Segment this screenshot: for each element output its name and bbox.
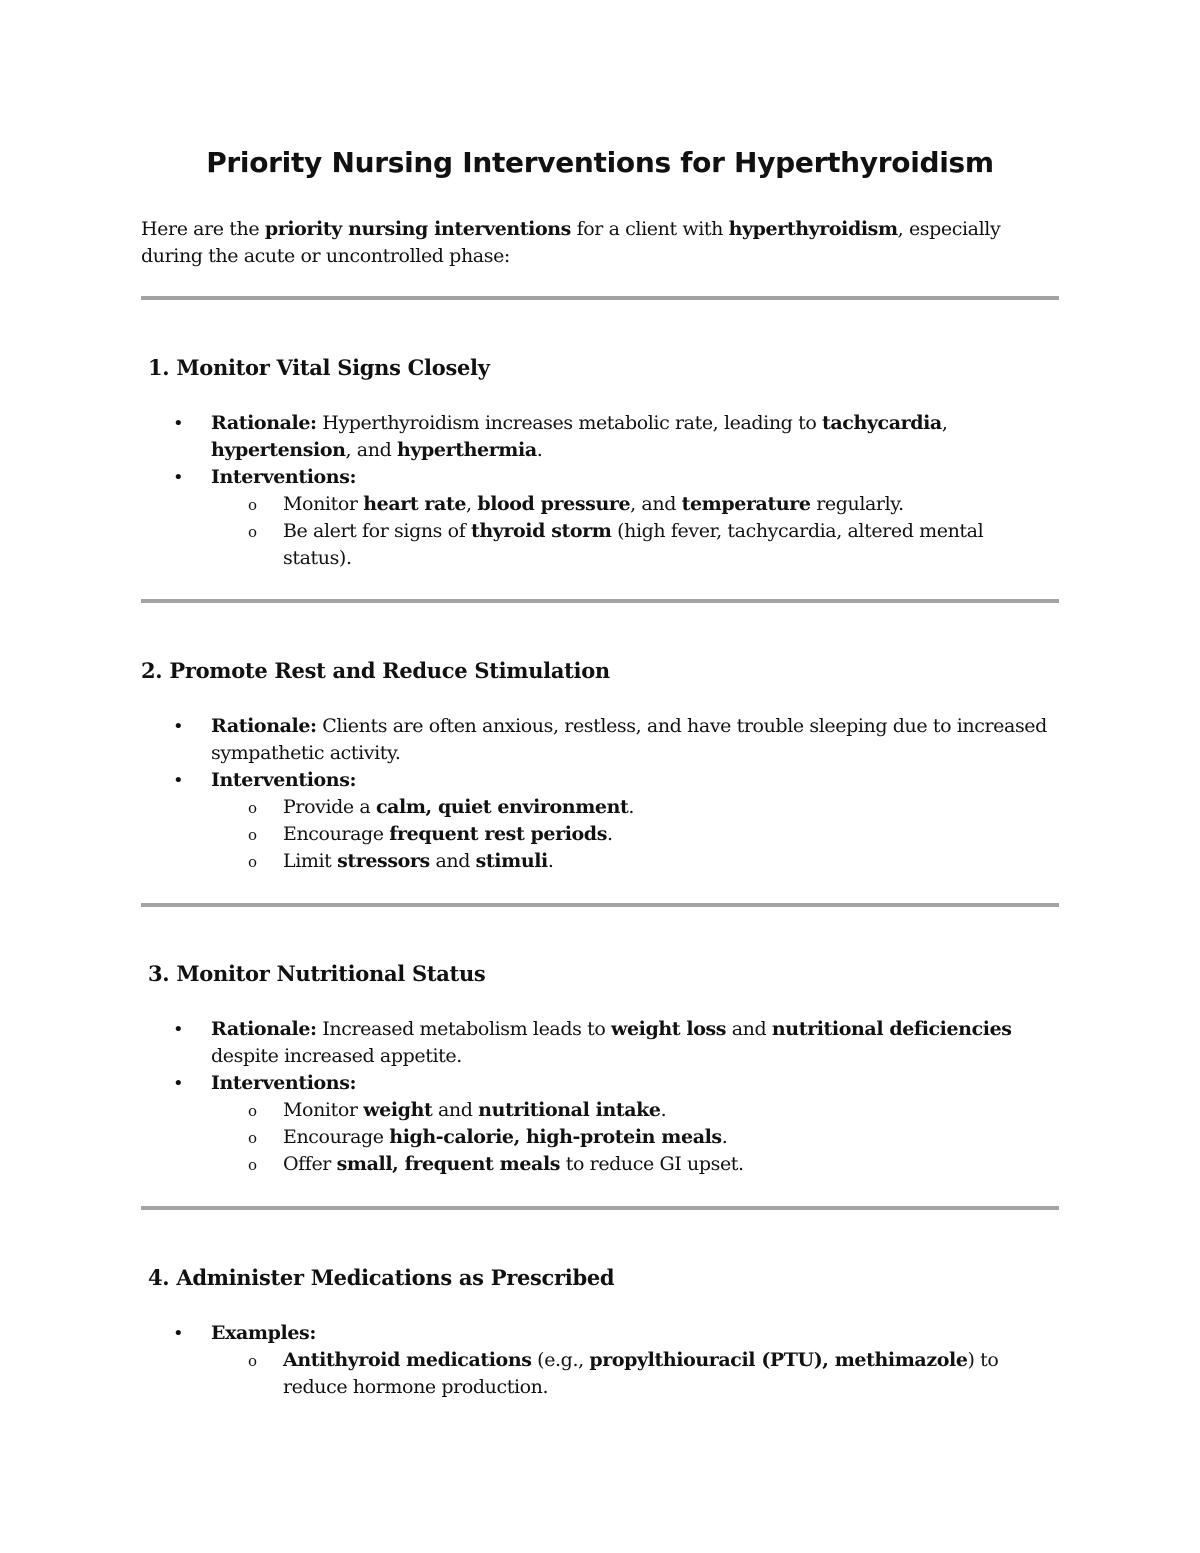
horizontal-rule xyxy=(141,903,1059,907)
item-text: and xyxy=(429,850,476,872)
section-2-heading: 2. Promote Rest and Reduce Stimulation xyxy=(141,658,610,683)
rationale-item xyxy=(173,713,1063,767)
item-text: Monitor xyxy=(283,493,364,515)
sub-bullet-icon: o xyxy=(248,799,257,817)
item-text: Limit xyxy=(283,850,338,872)
document-title: Priority Nursing Interventions for Hyperthyroidism xyxy=(206,146,994,179)
item-text: . xyxy=(628,796,635,818)
interventions-label: Interventions: xyxy=(211,466,357,488)
item-text: . xyxy=(607,823,613,845)
rationale-bold: weight loss xyxy=(611,1018,727,1040)
list-item xyxy=(173,821,1063,848)
item-text: , and xyxy=(630,493,682,515)
bullet-icon: • xyxy=(173,1073,184,1094)
section-1-heading: 1. Monitor Vital Signs Closely xyxy=(148,355,490,380)
item-text: (e.g., xyxy=(531,1349,590,1371)
section-1-list xyxy=(173,410,1063,572)
rationale-text: despite increased appetite. xyxy=(211,1045,462,1067)
item-text: , xyxy=(466,493,478,515)
item-text: Encourage xyxy=(283,1126,390,1148)
intro-text: Here are the xyxy=(141,218,265,240)
rationale-bold: nutritional deficiencies xyxy=(771,1018,1012,1040)
item-text: (high fever, tachycardia, altered mental status). xyxy=(283,520,984,569)
item-text: Monitor xyxy=(283,1099,364,1121)
item-text: Encourage xyxy=(283,823,390,845)
horizontal-rule xyxy=(141,296,1059,300)
sub-bullet-icon: o xyxy=(248,1129,257,1147)
examples-item xyxy=(173,1320,1063,1347)
rationale-text: , and xyxy=(345,439,397,461)
rationale-item xyxy=(173,1016,1063,1070)
item-text: regularly. xyxy=(810,493,904,515)
rationale-text: and xyxy=(726,1018,772,1040)
intro-paragraph xyxy=(141,216,1041,270)
sub-bullet-icon: o xyxy=(248,1352,257,1370)
sub-bullet-icon: o xyxy=(248,1102,257,1120)
bullet-icon: • xyxy=(173,1323,184,1344)
item-bold: Antithyroid medications xyxy=(283,1349,532,1371)
section-4-list xyxy=(173,1320,1063,1401)
list-item xyxy=(173,1097,1063,1124)
item-text: Offer xyxy=(283,1153,337,1175)
item-text: to reduce GI upset. xyxy=(560,1153,744,1175)
sub-bullet-icon: o xyxy=(248,853,257,871)
item-bold: frequent rest periods xyxy=(389,823,607,845)
rationale-text: . xyxy=(536,439,543,461)
item-bold: thyroid storm xyxy=(470,520,612,542)
rationale-text: Hyperthyroidism increases metabolic rate, leading to xyxy=(316,412,823,434)
rationale-text: Increased metabolism leads to xyxy=(316,1018,612,1040)
list-item xyxy=(173,1151,1063,1178)
rationale-label: Rationale: xyxy=(211,1018,317,1040)
examples-label: Examples: xyxy=(211,1322,316,1344)
interventions-item xyxy=(173,767,1063,794)
list-item xyxy=(173,518,1063,572)
item-text: . xyxy=(660,1099,667,1121)
interventions-item xyxy=(173,464,1063,491)
interventions-label: Interventions: xyxy=(211,1072,357,1094)
item-bold: high-calorie, high-protein meals xyxy=(389,1126,722,1148)
bullet-icon: • xyxy=(173,467,184,488)
item-text: . xyxy=(721,1126,728,1148)
bullet-icon: • xyxy=(173,1019,184,1040)
item-bold: stimuli xyxy=(475,850,548,872)
horizontal-rule xyxy=(141,1206,1059,1210)
sub-bullet-icon: o xyxy=(248,826,257,844)
rationale-item xyxy=(173,410,1063,464)
section-4-heading: 4. Administer Medications as Prescribed xyxy=(148,1265,615,1290)
list-item xyxy=(173,794,1063,821)
item-bold: stressors xyxy=(337,850,430,872)
list-item xyxy=(173,491,1063,518)
sub-bullet-icon: o xyxy=(248,496,257,514)
item-bold: propylthiouracil (PTU), methimazole xyxy=(589,1349,968,1371)
bullet-icon: • xyxy=(173,716,184,737)
rationale-bold: hypertension xyxy=(211,439,346,461)
item-text: . xyxy=(547,850,554,872)
item-bold: small, frequent meals xyxy=(336,1153,561,1175)
item-text: ) to reduce hormone production. xyxy=(283,1349,999,1398)
item-bold: nutritional intake xyxy=(478,1099,661,1121)
list-item xyxy=(173,1347,1063,1401)
sub-bullet-icon: o xyxy=(248,523,257,541)
item-bold: blood pressure xyxy=(477,493,631,515)
sub-bullet-icon: o xyxy=(248,1156,257,1174)
section-2-list xyxy=(173,713,1063,875)
rationale-bold: hyperthermia xyxy=(396,439,537,461)
rationale-text: Clients are often anxious, restless, and have trouble sleeping due to increased sympathetic activity. xyxy=(211,715,1047,764)
section-3-list xyxy=(173,1016,1063,1178)
section-3-heading: 3. Monitor Nutritional Status xyxy=(148,961,486,986)
intro-text: , especially during the acute or uncontrolled phase: xyxy=(141,218,1001,267)
item-text: and xyxy=(432,1099,479,1121)
list-item xyxy=(173,1124,1063,1151)
item-text: Be alert for signs of xyxy=(283,520,471,542)
rationale-label: Rationale: xyxy=(211,715,317,737)
bullet-icon: • xyxy=(173,413,184,434)
item-bold: temperature xyxy=(681,493,811,515)
item-bold: weight xyxy=(363,1099,433,1121)
item-text: Provide a xyxy=(283,796,376,818)
intro-text: for a client with xyxy=(570,218,729,240)
interventions-label: Interventions: xyxy=(211,769,357,791)
list-item xyxy=(173,848,1063,875)
intro-bold: priority nursing interventions xyxy=(264,218,571,240)
intro-bold: hyperthyroidism xyxy=(728,218,898,240)
rationale-bold: tachycardia xyxy=(822,412,942,434)
item-bold: calm, quiet environment xyxy=(375,796,629,818)
rationale-label: Rationale: xyxy=(211,412,317,434)
item-bold: heart rate xyxy=(363,493,467,515)
rationale-text: , xyxy=(941,412,948,434)
horizontal-rule xyxy=(141,599,1059,603)
bullet-icon: • xyxy=(173,770,184,791)
interventions-item xyxy=(173,1070,1063,1097)
